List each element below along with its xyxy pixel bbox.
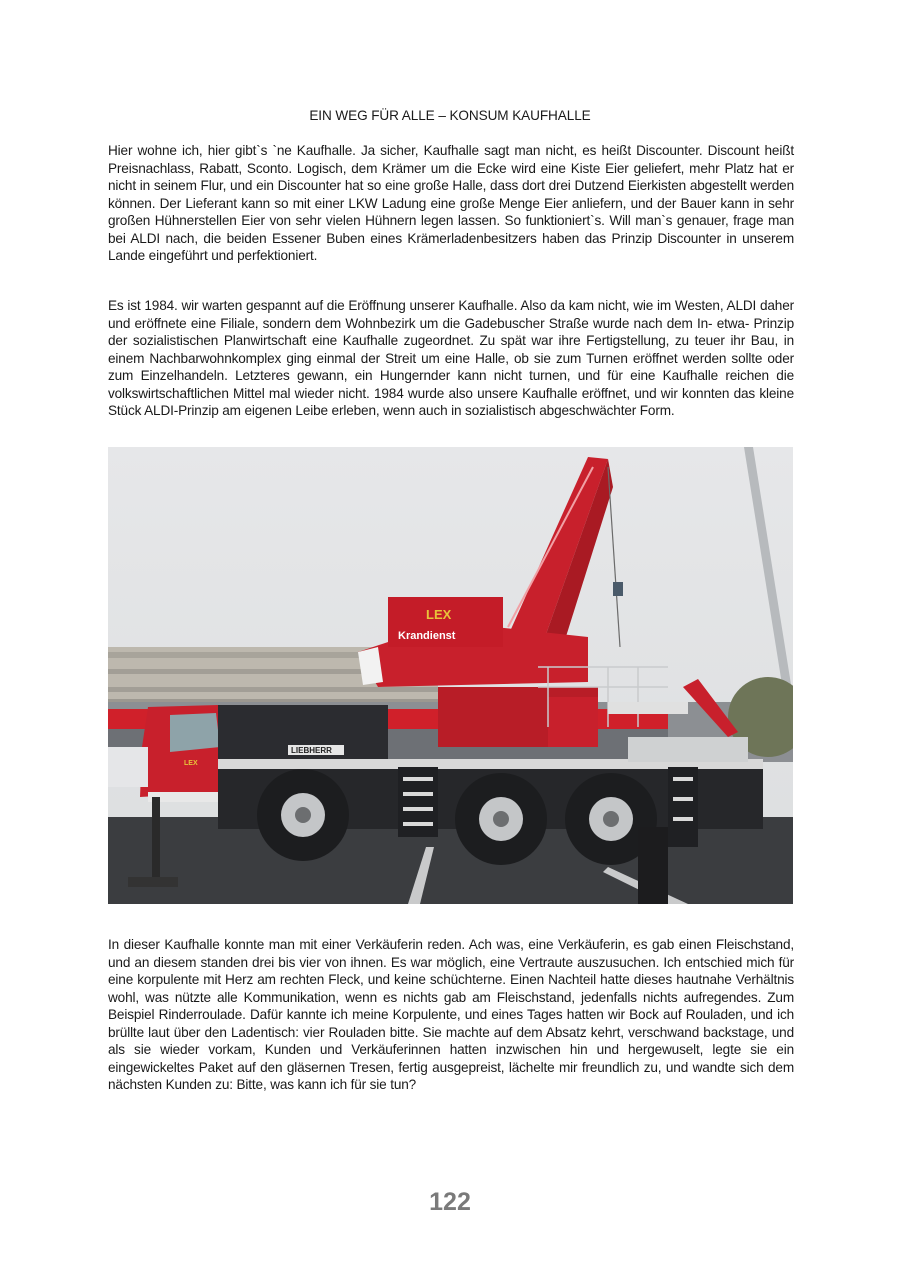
worker-basket: [608, 702, 688, 714]
paragraph-3: In dieser Kaufhalle konnte man mit einer Verkäuferin reden. Ach was, eine Verkäuferin, es gab einen Fleischstand, und an diesem standen drei bis vier von ihnen. Es war möglich, eine Vertraute auszusuchen. Ich entschied mich für eine korpulente mit Herz am rechten Fleck, und keine schüchterne. Einen Nachteil hatte dieses hautnahe Verhältnis wohl, was nützte alle Kommunikation, wenn es nichts gab am Fleischstand, jedenfalls nichts aufregendes. Zum Beispiel Rinderroulade. Dafür kannte ich meine Korpulente, und eines Tages hatten wir Bock auf Rouladen, und ich brüllte laut über den Ladentisch: vier Rouladen bitte. Sie machte auf dem Absatz kehrt, verschwand backstage, und als sie wieder vorkam, Kunden und Verkäuferinnen hatten inzwischen hin und hergewuselt, legte sie ein eingewickeltes Paket auf den gläsernen Tresen, fertig ausgepreist, lächelte mir freundlich zu, und wandte sich dem nächsten Kunden zu: Bitte, was kann ich für sie tun?: [108, 937, 794, 1092]
truck-cab: [140, 705, 228, 802]
crane-truck-photo: [108, 447, 793, 904]
crane-sign-brand: LEX: [426, 607, 452, 622]
parked-car: [108, 747, 148, 787]
paragraph-2: Es ist 1984. wir warten gespannt auf die Eröffnung unserer Kaufhalle. Also da kam nicht, wie im Westen, ALDI daher und eröffnete eine Filiale, sondern dem Wohnbezirk um die Gadebuscher Straße wurde nach dem In- etwa- Prinzip der sozialistischen Planwirtschaft eine Kaufhalle zugeordnet. Zu spät war ihre Fertigstellung, zu teuer ihr Bau, in einem Nachbarwohnkomplex ging einmal der Streit um eine Halle, ob sie zum Turnen eröffnet werden sollte oder zum Einzelhandeln. Letzteres gewann, ein Hungernder kann nicht turnen, und für eine Kaufhalle reichen die volkswirtschaftlichen Mittel mal wieder nicht. 1984 wurde also unsere Kaufhalle eröffnet, und wir konnten das kleine Stück ALDI-Prinzip am eigenen Leibe erleben, wenn auch in sozialistisch abgeschwächter Form.: [108, 298, 794, 418]
truck-brand-label: LIEBHERR: [291, 746, 332, 755]
page-number: 122: [429, 1188, 471, 1216]
page-title: EIN WEG FÜR ALLE – KONSUM KAUFHALLE: [309, 108, 591, 123]
crane-sign-text: Krandienst: [398, 630, 456, 642]
truck-cab-logo: LEX: [184, 760, 198, 767]
paragraph-1: Hier wohne ich, hier gibt`s `ne Kaufhalle. Ja sicher, Kaufhalle sagt man nicht, es heißt Discounter. Discount heißt Preisnachlass, Rabatt, Sconto. Logisch, dem Krämer um die Ecke wird eine Kiste Eier geliefert, mehr Platz hat er nicht in seinem Flur, und ein Discounter hat so eine große Halle, dass dort drei Dutzend Eierkisten abgestellt werden können. Der Lieferant kann so mit einer LKW Ladung eine große Menge Eier anliefern, und der Bauer kann in sehr großen Hühnerstellen Eier von sehr vielen Hühnern legen lassen. So funktioniert`s. Will man`s genauer, frage man bei ALDI nach, die beiden Essener Buben eines Krämerladenbesitzers haben das Prinzip Discounter in unserem Lande eingeführt und perfektioniert.: [108, 143, 794, 263]
